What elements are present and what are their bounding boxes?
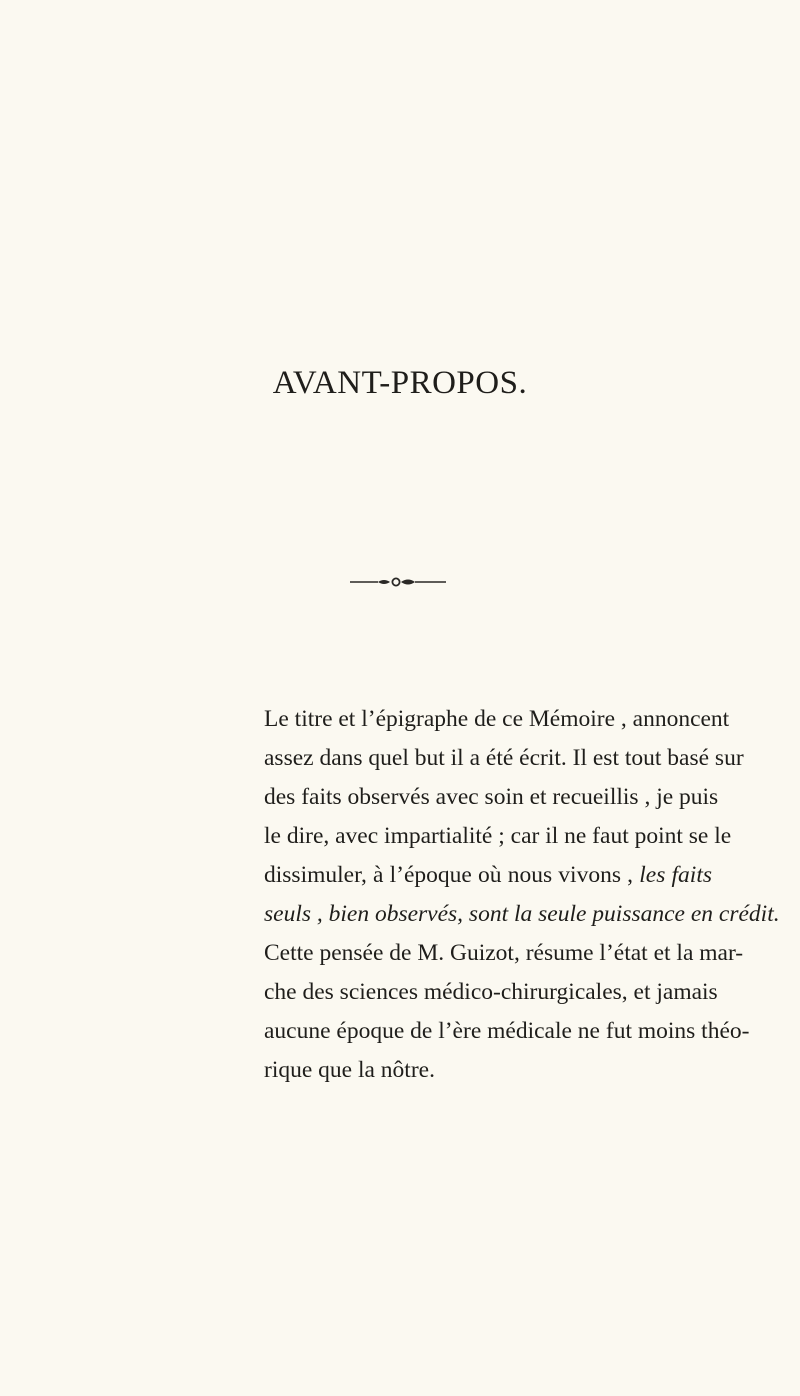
- text-line: [264, 856, 712, 895]
- text-line: [264, 700, 730, 739]
- italic-quote-span: les faits: [639, 862, 713, 888]
- text-span: Le titre et l’épigraphe de ce Mémoire , annoncent: [264, 706, 730, 732]
- dash-flourish-ornament-icon: [348, 575, 448, 589]
- text-line: [264, 817, 732, 856]
- italic-quote-line: [264, 895, 780, 934]
- text-line: [264, 934, 744, 973]
- page-title: AVANT-PROPOS.: [272, 365, 528, 401]
- text-span: des faits observés avec soin et recueillis , je puis: [264, 784, 719, 810]
- text-line: [264, 739, 744, 778]
- text-line: [264, 1051, 712, 1090]
- body-paragraph: [264, 700, 780, 1090]
- text-span: le dire, avec impartialité ; car il ne faut point se le: [264, 823, 732, 849]
- text-span: rique que la nôtre.: [264, 1057, 435, 1083]
- text-span: Cette pensée de M. Guizot, résume l’état et la mar-: [264, 940, 744, 966]
- text-span: che des sciences médico-chirurgicales, et jamais: [264, 979, 718, 1005]
- text-span: aucune époque de l’ère médicale ne fut moins théo-: [264, 1018, 750, 1044]
- text-line: [264, 1012, 750, 1051]
- text-span: dissimuler, à l’époque où nous vivons ,: [264, 862, 640, 888]
- italic-quote-span: seuls , bien observés, sont la seule puissance en crédit.: [264, 901, 780, 927]
- text-line: [264, 973, 718, 1012]
- text-span: assez dans quel but il a été écrit. Il est tout basé sur: [264, 745, 744, 771]
- text-line: [264, 778, 719, 817]
